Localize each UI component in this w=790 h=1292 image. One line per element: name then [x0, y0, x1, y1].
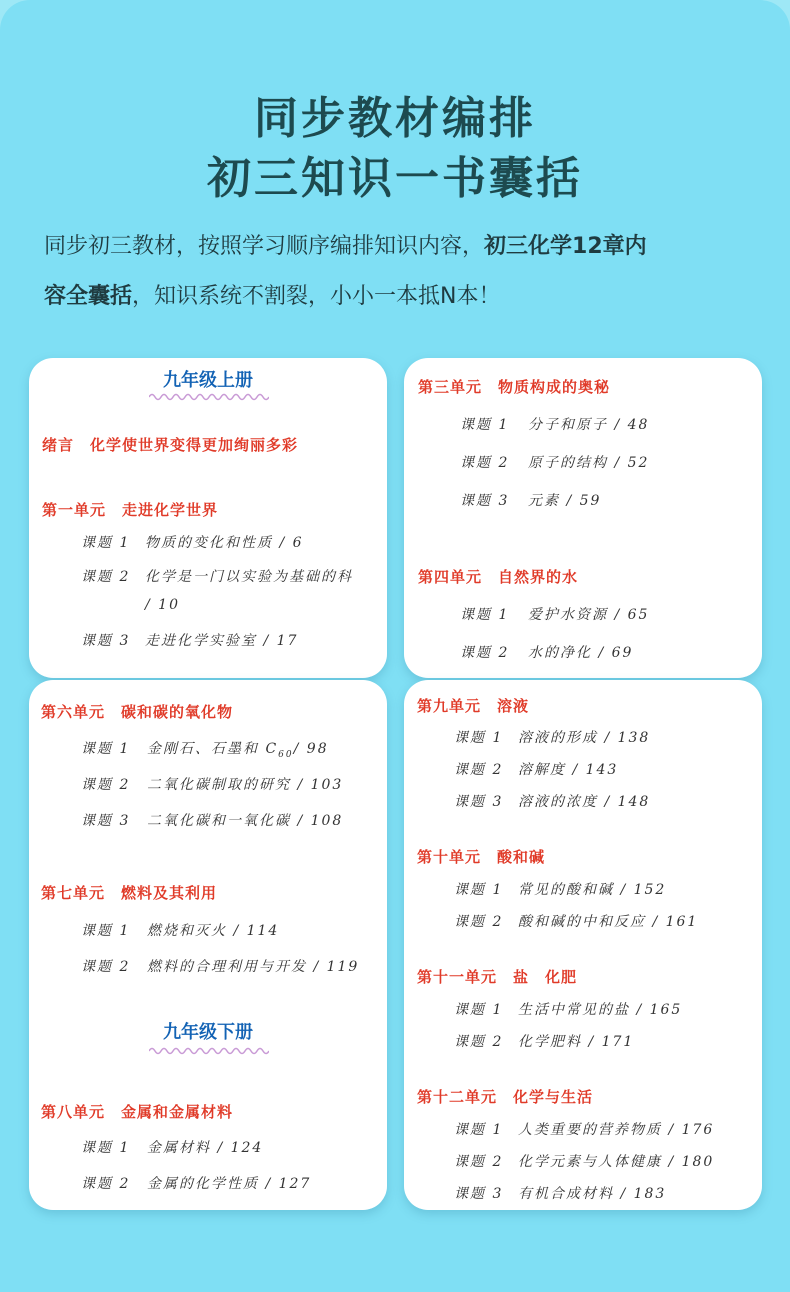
toc-card-grade9-lower — [404, 680, 762, 1210]
wavy-divider — [149, 1046, 269, 1056]
lesson-title: 二氧化碳和一氧化碳 / 108 — [147, 813, 344, 829]
lesson-title-continued: / 10 — [145, 597, 180, 613]
unit-title: 第十一单元 盐 化肥 — [417, 968, 578, 986]
lesson-label: 课题 1 — [81, 923, 131, 939]
lesson-label: 课题 3 — [81, 633, 131, 649]
lesson-title: 生活中常见的盐 / 165 — [518, 1002, 683, 1018]
lesson-title: 爱护水资源 / 65 — [528, 607, 650, 623]
lesson-label: 课题 2 — [460, 455, 510, 471]
lesson-label: 课题 1 — [460, 417, 510, 433]
lesson-title: 有机合成材料 / 183 — [518, 1186, 667, 1202]
lesson-label: 课题 1 — [81, 1140, 131, 1156]
lesson-title: 溶液的浓度 / 148 — [518, 794, 651, 810]
lesson-label: 课题 3 — [81, 813, 131, 829]
lesson-label: 课题 1 — [81, 535, 131, 551]
unit-title: 第十单元 酸和碱 — [417, 848, 546, 866]
lesson-title: 化学肥料 / 171 — [518, 1034, 635, 1050]
subscript-60: 60 — [278, 749, 294, 760]
lesson-title: 走进化学实验室 / 17 — [145, 633, 299, 649]
unit-title: 第一单元 走进化学世界 — [42, 501, 219, 519]
lesson-label: 课题 1 — [454, 1002, 504, 1018]
lesson-title: 金属的化学性质 / 127 — [147, 1176, 312, 1192]
intro-bold-1: 初三化学12章内 — [484, 234, 647, 259]
lesson-title: 水的净化 / 69 — [528, 645, 634, 661]
lesson-title: 物质的变化和性质 / 6 — [145, 535, 304, 551]
unit-title: 第三单元 物质构成的奥秘 — [418, 378, 611, 396]
lesson-title — [147, 738, 329, 760]
unit-title: 第九单元 溶液 — [417, 697, 530, 715]
lesson-label: 课题 1 — [460, 607, 510, 623]
lesson-title-part: / 98 — [293, 741, 329, 757]
lesson-title: 酸和碱的中和反应 / 161 — [518, 914, 699, 930]
lesson-title: 化学是一门以实验为基础的科 — [145, 569, 353, 585]
lesson-title-part: 金刚石、石墨和 C — [147, 741, 279, 757]
lesson-title: 二氧化碳制取的研究 / 103 — [147, 777, 344, 793]
lesson-label: 课题 1 — [454, 730, 504, 746]
lesson-label: 课题 1 — [81, 741, 131, 757]
unit-title: 第六单元 碳和碳的氧化物 — [41, 703, 234, 721]
preface-title: 绪言 化学使世界变得更加绚丽多彩 — [42, 436, 299, 454]
lesson-label: 课题 2 — [460, 645, 510, 661]
intro-paragraph — [44, 222, 754, 322]
headline-line-2: 初三知识一书囊括 — [207, 153, 583, 204]
lesson-title: 常见的酸和碱 / 152 — [518, 882, 667, 898]
lesson-label: 课题 2 — [81, 1176, 131, 1192]
lesson-label: 课题 1 — [454, 882, 504, 898]
intro-text-2: ，知识系统不割裂，小小一本抵N本！ — [132, 284, 501, 309]
toc-card-grade9-upper-2 — [404, 358, 762, 678]
unit-title: 第八单元 金属和金属材料 — [41, 1103, 234, 1121]
unit-title: 第十二单元 化学与生活 — [417, 1088, 594, 1106]
lesson-title: 化学元素与人体健康 / 180 — [518, 1154, 715, 1170]
unit-title: 第七单元 燃料及其利用 — [41, 884, 218, 902]
lesson-label: 课题 2 — [454, 1154, 504, 1170]
intro-text-1: 同步初三教材，按照学习顺序编排知识内容， — [44, 234, 485, 259]
lesson-label: 课题 2 — [81, 959, 131, 975]
lesson-label: 课题 3 — [460, 493, 510, 509]
intro-bold-2: 容全囊括 — [44, 284, 133, 309]
lesson-title: 人类重要的营养物质 / 176 — [518, 1122, 715, 1138]
toc-card-grade9-mixed — [29, 680, 387, 1210]
lesson-label: 课题 3 — [454, 1186, 504, 1202]
lesson-title: 金属材料 / 124 — [147, 1140, 264, 1156]
headline-line-1: 同步教材编排 — [254, 93, 536, 144]
wavy-divider — [149, 392, 269, 402]
grade-title: 九年级上册 — [163, 370, 253, 391]
lesson-label: 课题 2 — [81, 569, 131, 585]
toc-card-grade9-upper-1 — [29, 358, 387, 678]
lesson-label: 课题 2 — [454, 1034, 504, 1050]
lesson-title: 燃烧和灭火 / 114 — [147, 923, 280, 939]
lesson-title: 元素 / 59 — [528, 493, 602, 509]
lesson-title: 溶液的形成 / 138 — [518, 730, 651, 746]
unit-title: 第四单元 自然界的水 — [418, 568, 579, 586]
lesson-label: 课题 2 — [454, 914, 504, 930]
lesson-title: 溶解度 / 143 — [518, 762, 619, 778]
lesson-title: 燃料的合理利用与开发 / 119 — [147, 959, 360, 975]
lesson-label: 课题 2 — [81, 777, 131, 793]
lesson-label: 课题 3 — [454, 794, 504, 810]
lesson-title: 分子和原子 / 48 — [528, 417, 650, 433]
lesson-title: 原子的结构 / 52 — [528, 455, 650, 471]
lesson-label: 课题 1 — [454, 1122, 504, 1138]
lesson-label: 课题 2 — [454, 762, 504, 778]
grade-title: 九年级下册 — [163, 1022, 253, 1043]
